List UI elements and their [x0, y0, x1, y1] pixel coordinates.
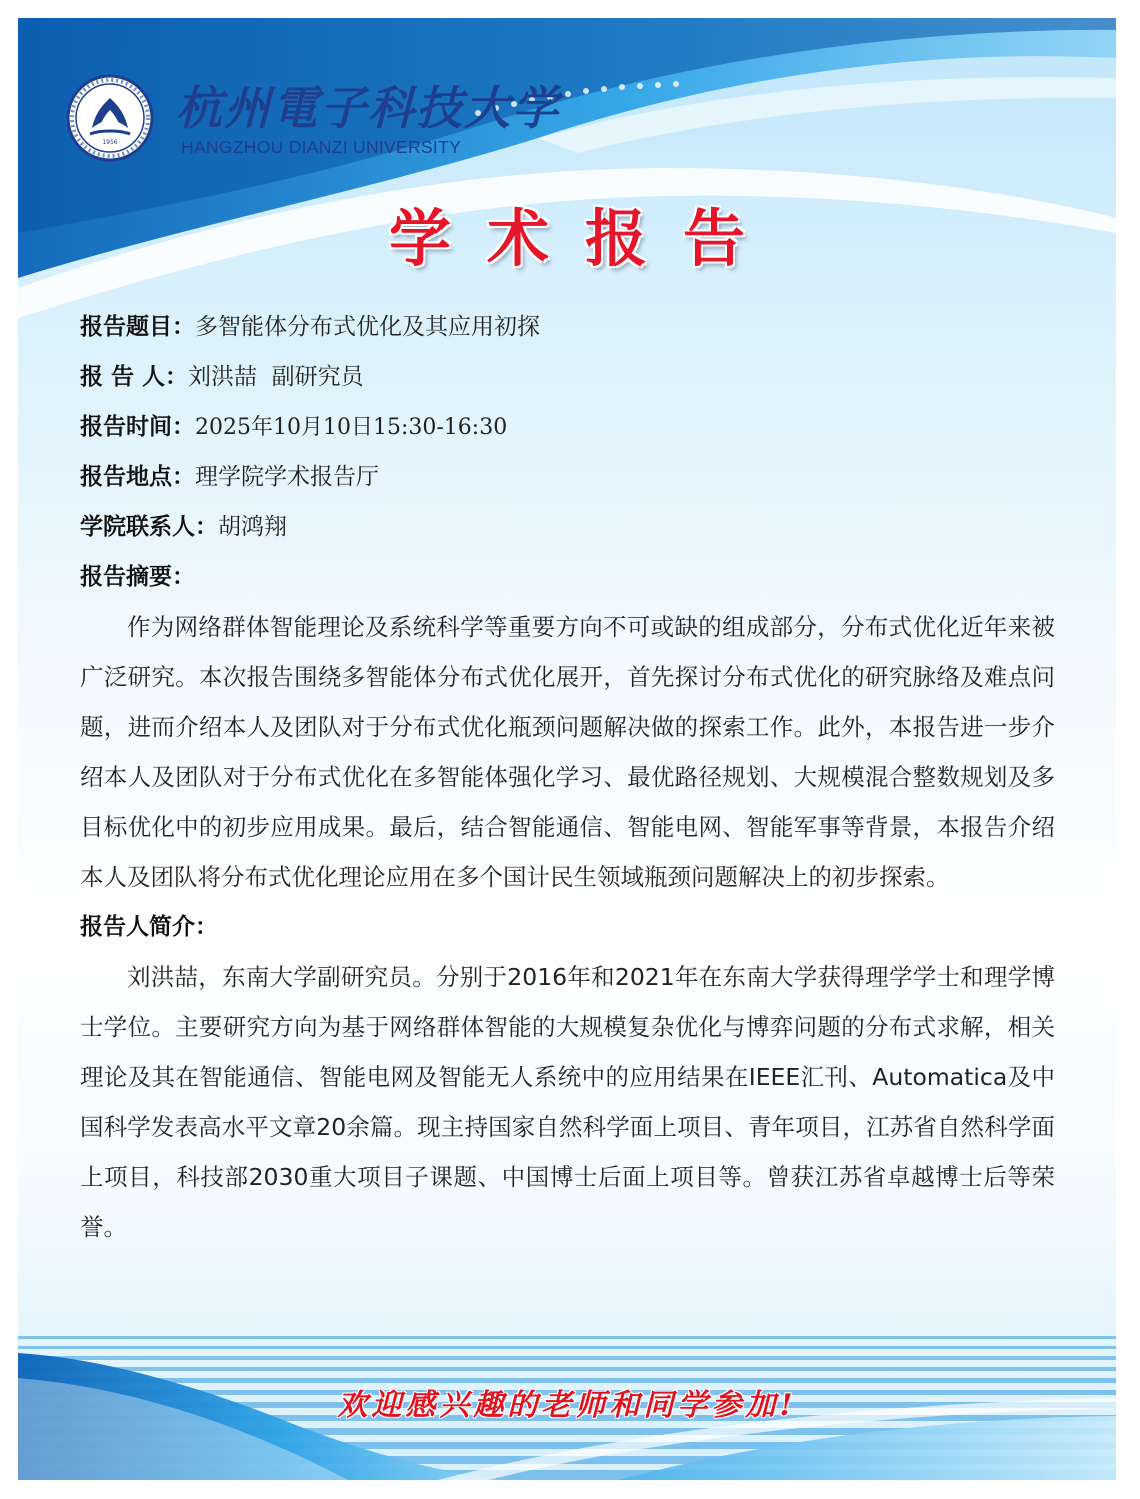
university-name-en: HANGZHOU DIANZI UNIVERSITY — [181, 137, 462, 157]
bio-label: 报告人简介： — [80, 914, 218, 940]
speaker-row — [80, 352, 1055, 402]
topic-label: 报告题目： — [80, 314, 195, 340]
welcome-banner: 欢迎感兴趣的老师和同学参加! — [337, 1388, 797, 1423]
poster — [18, 18, 1116, 1480]
venue-row — [80, 452, 1055, 502]
abstract-label: 报告摘要： — [80, 564, 195, 590]
svg-text:1956: 1956 — [102, 139, 118, 146]
topic-value: 多智能体分布式优化及其应用初探 — [195, 314, 540, 340]
venue-value: 理学院学术报告厅 — [195, 464, 379, 490]
report-info — [80, 302, 1055, 1252]
contact-row — [80, 502, 1055, 552]
university-name-cn: 杭州電子科技大学 — [176, 81, 560, 135]
contact-label: 学院联系人： — [80, 514, 218, 540]
abstract-heading — [80, 552, 1055, 602]
abstract-text: 作为网络群体智能理论及系统科学等重要方向不可或缺的组成部分，分布式优化近年来被广泛研究。本次报告围绕多智能体分布式优化展开，首先探讨分布式优化的研究脉络及难点问题，进而介绍本人及团队对于分布式优化瓶颈问题解决做的探索工作。此外，本报告进一步介绍本人及团队对于分布式优化在多智能体强化学习、最优路径规划、大规模混合整数规划及多目标优化中的初步应用成果。最后，结合智能通信、智能电网、智能军事等背景，本报告介绍本人及团队将分布式优化理论应用在多个国计民生领域瓶颈问题解决上的初步探索。 — [80, 613, 1055, 891]
page-title: 学术报告 — [388, 202, 781, 275]
contact-value: 胡鸿翔 — [218, 514, 287, 540]
time-row — [80, 402, 1055, 452]
venue-label: 报告地点： — [80, 464, 195, 490]
time-label: 报告时间： — [80, 414, 195, 440]
speaker-value: 刘洪喆 副研究员 — [188, 364, 364, 390]
bio-text: 刘洪喆，东南大学副研究员。分别于2016年和2021年在东南大学获得理学学士和理学博士学位。主要研究方向为基于网络群体智能的大规模复杂优化与博弈问题的分布式求解，相关理论及其在智能通信、智能电网及智能无人系统中的应用结果在IEEE汇刊、Automatica及中国科学发表高水平文章20余篇。现主持国家自然科学面上项目、青年项目，江苏省自然科学面上项目，科技部2030重大项目子课题、中国博士后面上项目等。曾获江苏省卓越博士后等荣誉。 — [80, 963, 1055, 1241]
university-seal-icon — [66, 74, 154, 162]
time-value: 2025年10月10日15:30-16:30 — [195, 415, 508, 440]
topic-row — [80, 302, 1055, 352]
bio-heading — [80, 902, 1055, 952]
speaker-label: 报 告 人： — [80, 364, 189, 390]
